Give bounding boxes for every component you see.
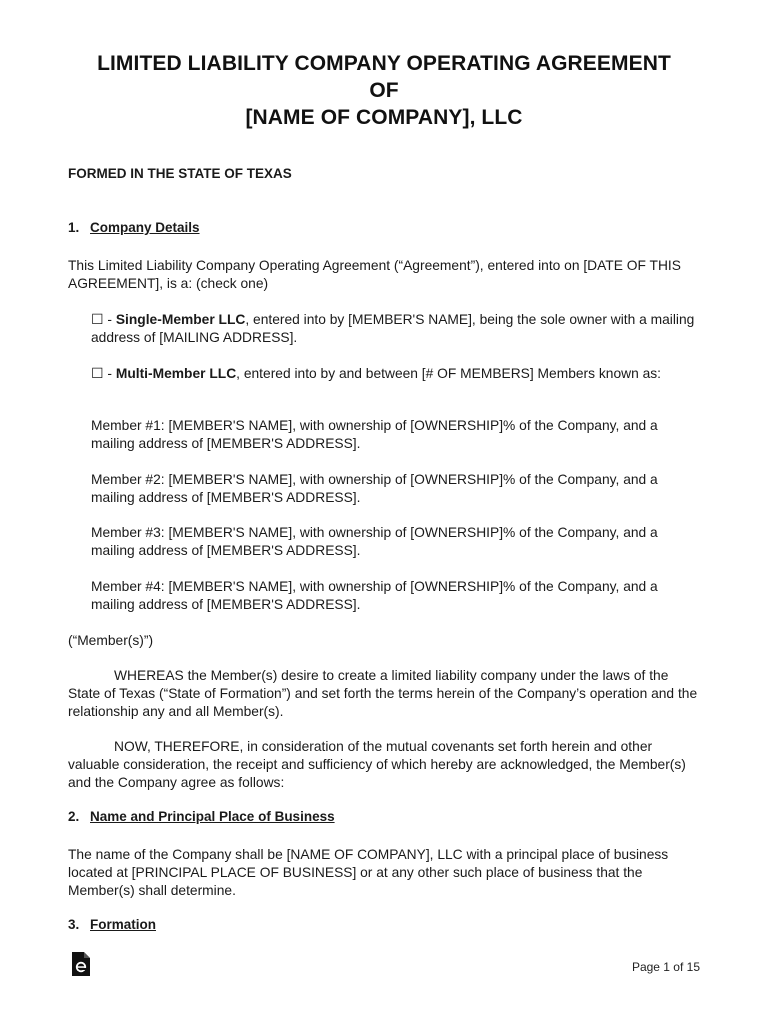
section-2-heading	[68, 809, 335, 824]
whereas-clause: WHEREAS the Member(s) desire to create a limited liability company under the laws of the State of Texas (“State of Formation”) and set forth the terms herein of the Company’s operation and the relationship any and all Member(s).	[68, 668, 698, 719]
company-name-clause: The name of the Company shall be [NAME OF COMPANY], LLC with a principal place of business located at [PRINCIPAL PLACE OF BUSINESS] or at any other such place of business that the Member(s) shall determine.	[68, 847, 669, 898]
option-text: , entered into by and between [# OF MEMBERS] Members known as:	[236, 366, 662, 381]
option-text: , entered into by [MEMBER'S NAME], being the sole owner with a mailing address of [MAILING ADDRESS].	[91, 312, 695, 345]
option-dash: -	[103, 312, 116, 327]
single-member-option	[91, 310, 703, 347]
member-entry-3: Member #3: [MEMBER'S NAME], with ownership of [OWNERSHIP]% of the Company, and a mailing address of [MEMBER'S ADDRESS].	[91, 525, 658, 558]
section-title: Name and Principal Place of Business	[90, 809, 335, 824]
option-label: Multi-Member LLC	[115, 366, 237, 381]
title-line-2: OF	[369, 79, 399, 102]
section-1-heading	[68, 220, 200, 235]
title-line-1: LIMITED LIABILITY COMPANY OPERATING AGREEMENT	[97, 52, 671, 75]
section-title: Formation	[90, 917, 156, 932]
section-number: 3.	[68, 917, 80, 932]
agreement-intro: This Limited Liability Company Operating Agreement (“Agreement”), entered into on [DATE OF THIS AGREEMENT], is a: (check one)	[68, 258, 681, 291]
formed-state-heading: FORMED IN THE STATE OF TEXAS	[68, 166, 292, 181]
multi-member-option	[91, 364, 703, 383]
checkbox-icon[interactable]: ☐	[91, 365, 104, 381]
title-line-3: [NAME OF COMPANY], LLC	[245, 106, 523, 129]
member-entry-2: Member #2: [MEMBER'S NAME], with ownership of [OWNERSHIP]% of the Company, and a mailing address of [MEMBER'S ADDRESS].	[91, 472, 658, 505]
section-title: Company Details	[90, 220, 200, 235]
option-dash: -	[103, 366, 116, 381]
section-3-heading	[68, 917, 156, 932]
checkbox-icon[interactable]: ☐	[91, 311, 104, 327]
member-entry-1: Member #1: [MEMBER'S NAME], with ownership of [OWNERSHIP]% of the Company, and a mailing address of [MEMBER'S ADDRESS].	[91, 418, 658, 451]
now-therefore-clause: NOW, THEREFORE, in consideration of the mutual covenants set forth herein and other valuable consideration, the receipt and sufficiency of which hereby are acknowledged, the Member(s) and the Company agree as follows:	[68, 739, 686, 790]
section-number: 2.	[68, 809, 80, 824]
member-entry-4: Member #4: [MEMBER'S NAME], with ownership of [OWNERSHIP]% of the Company, and a mailing address of [MEMBER'S ADDRESS].	[91, 579, 658, 612]
section-number: 1.	[68, 220, 80, 235]
option-label: Single-Member LLC	[115, 312, 246, 327]
page-number: Page 1 of 15	[631, 960, 700, 974]
members-defined-term: (“Member(s)”)	[68, 633, 154, 648]
eforms-logo-icon	[71, 952, 91, 976]
document-title	[0, 50, 768, 131]
